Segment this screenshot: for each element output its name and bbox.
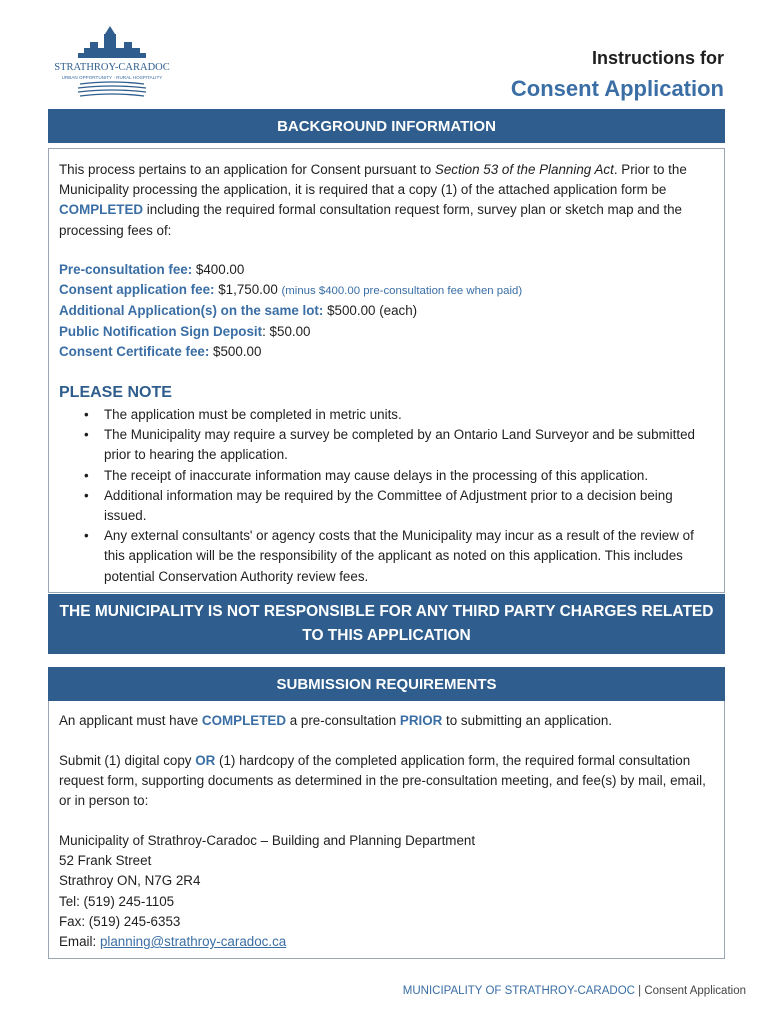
intro-text-2: . Prior to the Municipality processing the application, it is required that a copy (1) of the attached application form be	[59, 162, 687, 198]
submission-heading: SUBMISSION REQUIREMENTS	[48, 667, 725, 701]
prior-emphasis: PRIOR	[399, 713, 443, 728]
address-line: 52 Frank Street	[59, 853, 152, 869]
mailing-address	[59, 831, 712, 952]
submission-section	[48, 701, 725, 959]
fee-label: Pre-consultation fee:	[59, 262, 193, 277]
bullet-icon: •	[84, 467, 89, 483]
note-text: Additional information may be required by the Committee of Adjustment prior to a decision being issued.	[104, 487, 673, 524]
background-intro	[59, 160, 712, 241]
title-line-2: Consent Application	[510, 76, 724, 101]
fee-label: Public Notification Sign Deposit	[59, 323, 263, 339]
list-item	[59, 466, 710, 486]
fee-item	[59, 301, 712, 321]
background-heading: BACKGROUND INFORMATION	[48, 109, 725, 143]
fee-item	[59, 280, 712, 301]
fee-item	[59, 260, 712, 280]
background-section	[48, 148, 725, 593]
p1-text-a: An applicant must have	[59, 713, 202, 728]
page-footer	[403, 985, 746, 997]
phone-line: Tel: (519) 245-1105	[59, 893, 175, 909]
bullet-icon: •	[84, 487, 89, 503]
note-text: Any external consultants' or agency costs that the Municipality may incur as a result of the review of this application will be the responsibility of the applicant as noted on this application. This includes potential Conservation Authority review fees.	[104, 528, 694, 584]
logo-graphic	[44, 26, 180, 104]
p2-text-b: (1) hardcopy of the completed application form, the required formal consultation request form, supporting documents as determined in the pre-consultation meeting, and fee(s) by mail, email, or in person to:	[59, 753, 706, 809]
list-item	[59, 486, 710, 526]
fee-value: $400.00	[192, 262, 245, 277]
note-text: The Municipality may require a survey be completed by an Ontario Land Surveyor and be submitted prior to hearing the application.	[104, 427, 695, 463]
p1-text-c: to submitting an application.	[442, 713, 613, 728]
submission-paragraph-2	[59, 751, 712, 812]
p1-text-b: a pre-consultation	[286, 713, 400, 728]
bullet-icon: •	[84, 407, 89, 422]
list-item	[59, 425, 710, 465]
address-line: Municipality of Strathroy-Caradoc – Building and Planning Department	[59, 833, 476, 848]
note-text: The application must be completed in metric units.	[104, 407, 402, 422]
email-line	[59, 932, 712, 952]
fax-line: Fax: (519) 245-6353	[59, 913, 181, 929]
completed-emphasis: COMPLETED	[201, 713, 286, 728]
title-line-1: Instructions for	[591, 48, 724, 68]
email-label: Email:	[59, 934, 100, 950]
note-text: The receipt of inaccurate information may cause delays in the processing of this application.	[104, 467, 649, 483]
bullet-icon: •	[84, 528, 89, 544]
footer-separator: |	[634, 985, 645, 997]
planning-act-reference: Section 53 of the Planning Act	[434, 162, 614, 177]
notes-list	[59, 405, 710, 587]
logo-name: STRATHROY-CARADOC	[54, 62, 170, 73]
address-line: Strathroy ON, N7G 2R4	[59, 873, 201, 889]
logo-tagline: URBAN OPPORTUNITY · RURAL HOSPITALITY	[61, 75, 163, 80]
fee-label: Consent Certificate fee:	[59, 343, 210, 359]
footer-org: MUNICIPALITY OF STRATHROY-CARADOC	[402, 985, 635, 997]
fee-label: Additional Application(s) on the same lot:	[59, 303, 324, 319]
submission-paragraph-1	[59, 711, 712, 731]
intro-text-1: This process pertains to an application for Consent pursuant to	[59, 162, 435, 177]
intro-text-3: including the required formal consultation request form, survey plan or sketch map and the processing fees of:	[59, 202, 682, 238]
fee-list	[59, 260, 712, 362]
fee-value: : $50.00	[262, 323, 311, 339]
fee-item	[59, 322, 712, 342]
footer-doc-title: Consent Application	[644, 985, 746, 997]
completed-emphasis: COMPLETED	[59, 202, 144, 218]
email-link[interactable]: planning@strathroy-caradoc.ca	[99, 934, 287, 950]
fee-value: $1,750.00	[214, 282, 282, 298]
third-party-warning: THE MUNICIPALITY IS NOT RESPONSIBLE FOR ANY THIRD PARTY CHARGES RELATED TO THIS APPLICATION	[48, 594, 725, 654]
fee-item	[59, 342, 712, 362]
or-emphasis: OR	[195, 753, 216, 768]
fee-value: $500.00 (each)	[323, 303, 418, 319]
fee-note: (minus $400.00 pre-consultation fee when paid)	[281, 285, 523, 298]
municipality-logo	[44, 26, 180, 104]
list-item	[59, 526, 710, 587]
please-note-heading: PLEASE NOTE	[59, 384, 172, 401]
list-item	[59, 405, 710, 425]
fee-label: Consent application fee:	[59, 282, 215, 298]
p2-text-a: Submit (1) digital copy	[59, 753, 196, 768]
fee-value: $500.00	[209, 343, 262, 359]
bullet-icon: •	[84, 427, 89, 443]
